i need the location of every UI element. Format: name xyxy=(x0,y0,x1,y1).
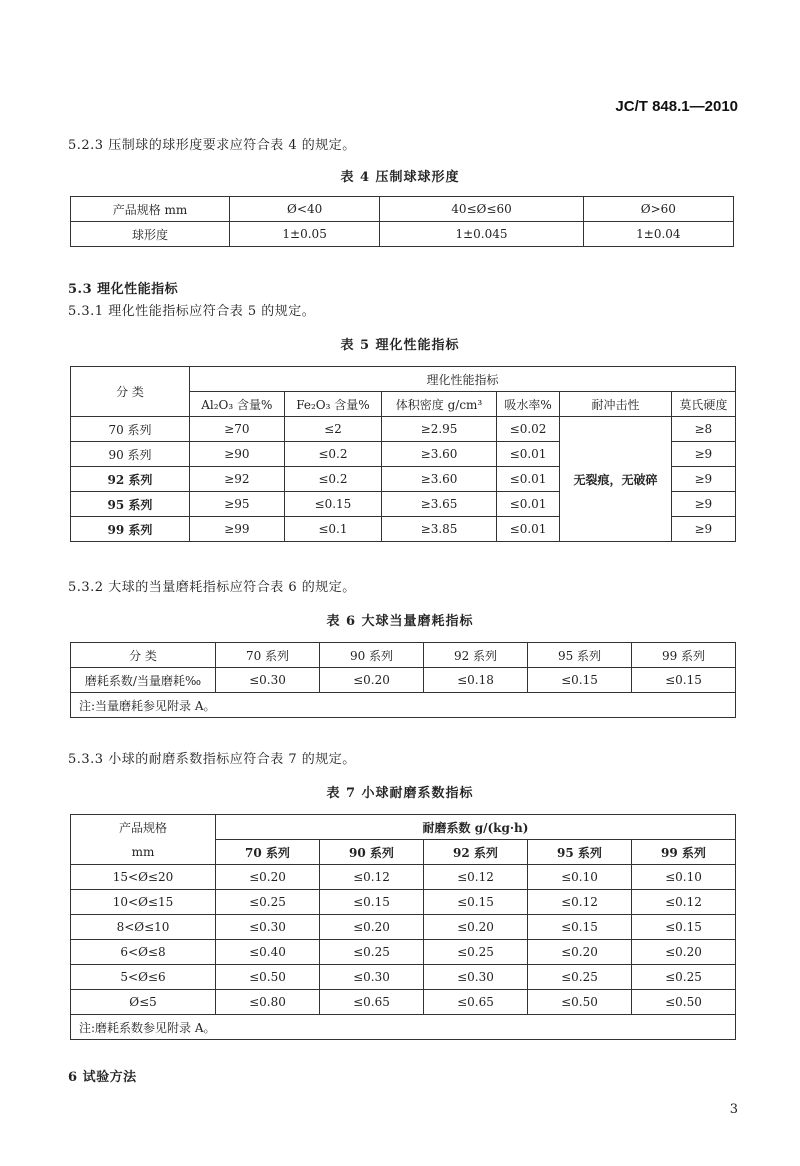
table-4 xyxy=(70,196,734,247)
table-row xyxy=(71,693,736,718)
table-cell: ≤0.01 xyxy=(496,467,559,492)
table-cell: ≤0.01 xyxy=(496,517,559,542)
table-cell: 90 系列 xyxy=(320,840,424,865)
table-cell: 耐磨系数 g/(kg·h) xyxy=(216,815,736,840)
table-cell: ≥9 xyxy=(671,492,735,517)
table-cell: ≤0.20 xyxy=(216,865,320,890)
page-number: 3 xyxy=(729,1102,738,1117)
table-cell: ≥95 xyxy=(190,492,285,517)
table-cell: ≤0.25 xyxy=(528,965,632,990)
table-cell: ≤0.30 xyxy=(216,668,320,693)
clause-5-3-1: 5.3.1 理化性能指标应符合表 5 的规定。 xyxy=(68,304,316,319)
clause-5-3-2: 5.3.2 大球的当量磨耗指标应符合表 6 的规定。 xyxy=(68,580,356,595)
table-cell: ≤0.50 xyxy=(528,990,632,1015)
table-cell: ≤0.20 xyxy=(424,915,528,940)
table-cell: ≤0.15 xyxy=(320,890,424,915)
table-cell: 8<Ø≤10 xyxy=(71,915,216,940)
table-cell: ≤2 xyxy=(284,417,382,442)
table-cell: 无裂痕，无破碎 xyxy=(560,417,671,542)
table-cell: 体积密度 g/cm³ xyxy=(382,392,497,417)
table-cell: ≤0.20 xyxy=(632,940,736,965)
table-cell: ≤0.1 xyxy=(284,517,382,542)
table-cell: ≤0.65 xyxy=(424,990,528,1015)
table-note: 注:磨耗系数参见附录 A。 xyxy=(71,1015,736,1040)
table-cell: 90 系列 xyxy=(320,643,424,668)
table-note: 注:当量磨耗参见附录 A。 xyxy=(71,693,736,718)
table-row xyxy=(71,222,734,247)
table-cell: ≤0.15 xyxy=(424,890,528,915)
table-cell: ≤0.20 xyxy=(320,668,424,693)
table-cell: 1±0.05 xyxy=(230,222,380,247)
table-cell: 6<Ø≤8 xyxy=(71,940,216,965)
table-row xyxy=(71,1015,736,1040)
table-cell: ≤0.01 xyxy=(496,442,559,467)
table-cell: ≥3.60 xyxy=(382,467,497,492)
table-cell: ≤0.30 xyxy=(424,965,528,990)
table-row xyxy=(71,197,734,222)
table-5 xyxy=(70,366,736,542)
clause-5-2-3: 5.2.3 压制球的球形度要求应符合表 4 的规定。 xyxy=(68,138,356,153)
table-cell: ≤0.10 xyxy=(528,865,632,890)
table-cell: 分 类 xyxy=(71,367,190,417)
table-cell: ≤0.40 xyxy=(216,940,320,965)
table-cell: ≤0.30 xyxy=(320,965,424,990)
table-cell: ≤0.15 xyxy=(284,492,382,517)
table-cell: 95 系列 xyxy=(528,840,632,865)
table-cell: 99 系列 xyxy=(632,643,736,668)
table-row xyxy=(71,643,736,668)
table-row xyxy=(71,815,736,840)
table-7 xyxy=(70,814,736,1040)
table-cell: mm xyxy=(71,840,216,865)
table-cell: 92 系列 xyxy=(424,643,528,668)
table-row xyxy=(71,940,736,965)
table-cell: 95 系列 xyxy=(71,492,190,517)
table-cell: ≤0.12 xyxy=(424,865,528,890)
table-cell: ≤0.15 xyxy=(632,668,736,693)
table-cell: ≤0.2 xyxy=(284,442,382,467)
table-cell: ≤0.25 xyxy=(424,940,528,965)
table-row xyxy=(71,915,736,940)
table6-caption: 表 6 大球当量磨耗指标 xyxy=(326,614,474,629)
table4-caption: 表 4 压制球球形度 xyxy=(340,170,460,185)
table-cell: ≥2.95 xyxy=(382,417,497,442)
table-cell: Ø<40 xyxy=(230,197,380,222)
table-cell: 99 系列 xyxy=(632,840,736,865)
table-row xyxy=(71,417,736,442)
table-cell: ≤0.12 xyxy=(632,890,736,915)
table-row xyxy=(71,865,736,890)
table7-caption: 表 7 小球耐磨系数指标 xyxy=(326,786,474,801)
table-cell: ≥70 xyxy=(190,417,285,442)
table-cell: ≥3.60 xyxy=(382,442,497,467)
table-cell: ≥9 xyxy=(671,442,735,467)
table-cell: Fe₂O₃ 含量% xyxy=(284,392,382,417)
clause-5-3-3: 5.3.3 小球的耐磨系数指标应符合表 7 的规定。 xyxy=(68,752,356,767)
table-cell: 耐冲击性 xyxy=(560,392,671,417)
table-cell: 1±0.04 xyxy=(583,222,733,247)
table-cell: Al₂O₃ 含量% xyxy=(190,392,285,417)
table-cell: ≤0.20 xyxy=(320,915,424,940)
table-cell: ≤0.50 xyxy=(216,965,320,990)
table-cell: 产品规格 mm xyxy=(71,197,230,222)
table-cell: 40≤Ø≤60 xyxy=(380,197,583,222)
table-cell: 分 类 xyxy=(71,643,216,668)
table-row xyxy=(71,367,736,392)
table-cell: ≤0.50 xyxy=(632,990,736,1015)
table-cell: Ø≤5 xyxy=(71,990,216,1015)
table-cell: 99 系列 xyxy=(71,517,190,542)
table-cell: 产品规格 xyxy=(71,815,216,840)
table-cell: 5<Ø≤6 xyxy=(71,965,216,990)
table-cell: 70 系列 xyxy=(216,643,320,668)
table-cell: ≥92 xyxy=(190,467,285,492)
table-row xyxy=(71,890,736,915)
table-cell: 95 系列 xyxy=(528,643,632,668)
table-cell: ≤0.12 xyxy=(528,890,632,915)
table-cell: 理化性能指标 xyxy=(190,367,736,392)
table-cell: ≤0.20 xyxy=(528,940,632,965)
table-cell: ≥9 xyxy=(671,517,735,542)
table-cell: ≤0.15 xyxy=(528,915,632,940)
table-cell: ≥99 xyxy=(190,517,285,542)
table-cell: ≥90 xyxy=(190,442,285,467)
table-cell: ≤0.25 xyxy=(320,940,424,965)
table-cell: ≤0.15 xyxy=(528,668,632,693)
table-cell: ≤0.01 xyxy=(496,492,559,517)
document-code: JC/T 848.1—2010 xyxy=(615,98,738,115)
table-cell: 球形度 xyxy=(71,222,230,247)
table-row xyxy=(71,990,736,1015)
table-cell: 90 系列 xyxy=(71,442,190,467)
table-row xyxy=(71,965,736,990)
table-cell: ≥8 xyxy=(671,417,735,442)
table-cell: ≤0.02 xyxy=(496,417,559,442)
table5-caption: 表 5 理化性能指标 xyxy=(340,338,460,353)
table-cell: Ø>60 xyxy=(583,197,733,222)
section-5-3: 5.3 理化性能指标 xyxy=(68,282,179,297)
table-cell: 70 系列 xyxy=(216,840,320,865)
table-cell: ≥9 xyxy=(671,467,735,492)
table-cell: ≤0.25 xyxy=(632,965,736,990)
table-cell: ≤0.65 xyxy=(320,990,424,1015)
section-6: 6 试验方法 xyxy=(68,1070,137,1085)
table-row xyxy=(71,668,736,693)
table-cell: 10<Ø≤15 xyxy=(71,890,216,915)
table-cell: 70 系列 xyxy=(71,417,190,442)
table-cell: ≤0.10 xyxy=(632,865,736,890)
table-cell: 92 系列 xyxy=(424,840,528,865)
table-cell: ≤0.15 xyxy=(632,915,736,940)
table-cell: 92 系列 xyxy=(71,467,190,492)
table-cell: 15<Ø≤20 xyxy=(71,865,216,890)
table-cell: 1±0.045 xyxy=(380,222,583,247)
table-cell: ≤0.80 xyxy=(216,990,320,1015)
table-cell: 莫氏硬度 xyxy=(671,392,735,417)
table-cell: 磨耗系数/当量磨耗‰ xyxy=(71,668,216,693)
table-cell: ≥3.65 xyxy=(382,492,497,517)
table-cell: ≤0.30 xyxy=(216,915,320,940)
table-cell: ≥3.85 xyxy=(382,517,497,542)
table-6 xyxy=(70,642,736,718)
table-cell: ≤0.18 xyxy=(424,668,528,693)
table-cell: ≤0.2 xyxy=(284,467,382,492)
table-row xyxy=(71,840,736,865)
table-cell: ≤0.25 xyxy=(216,890,320,915)
table-cell: 吸水率% xyxy=(496,392,559,417)
table-cell: ≤0.12 xyxy=(320,865,424,890)
